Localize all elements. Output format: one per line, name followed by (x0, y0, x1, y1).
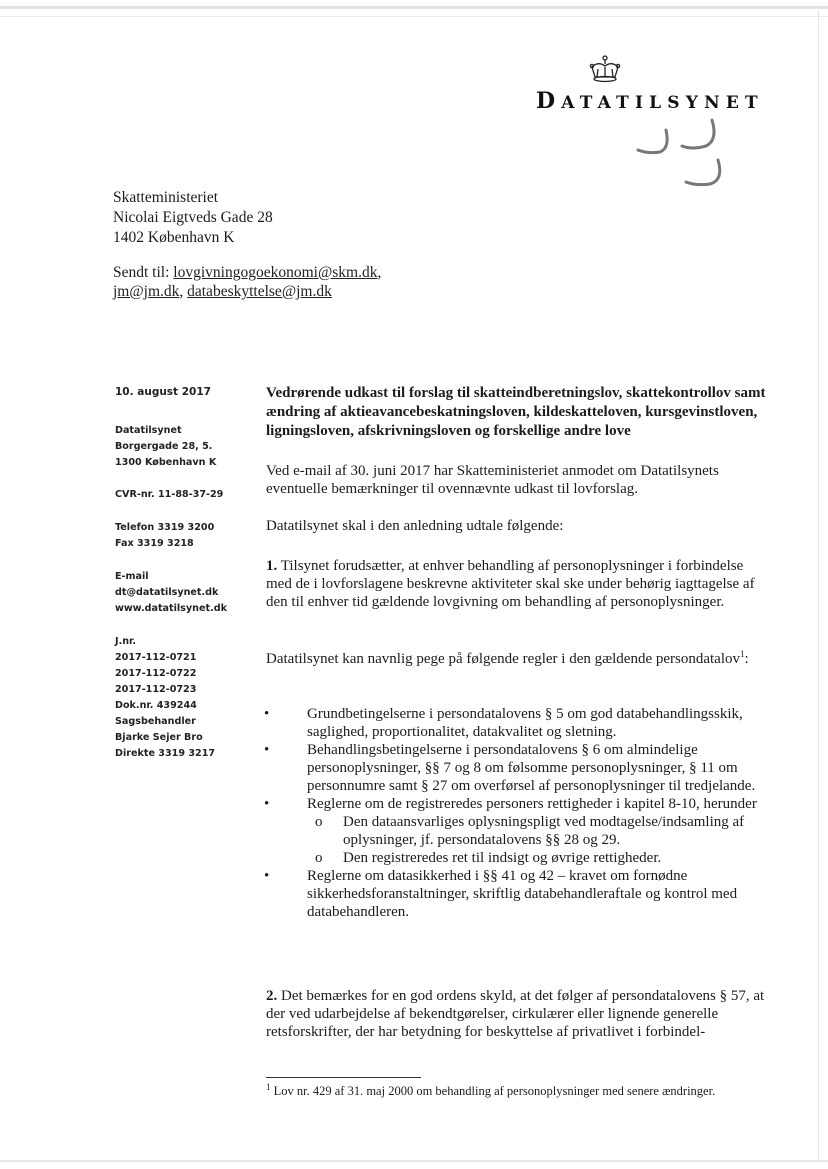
sender-cvr: CVR-nr. 11-88-37-29 (115, 489, 224, 500)
recipient-line: Skatteministeriet (113, 189, 219, 206)
recipient-line: 1402 København K (113, 229, 235, 246)
sub-list-item: o Den dataansvarliges oplysningspligt ved modtagelse/indsamling af oplysninger, jf. persondatalovens §§ 28 og 29. (307, 813, 770, 849)
letter-intro: Ved e-mail af 30. juni 2017 har Skatteministeriet anmodet om Datatilsynets eventuelle bemærkninger til ovennævnte udkast til lovforslag. (266, 463, 719, 497)
paragraph-number: 2. (266, 988, 278, 1004)
paragraph-1: 1. Tilsynet forudsætter, at enhver behandling af personoplysninger i forbindelse med de i lovforslagene beskrevne aktiviteter skal ske under behørig iagttagelse af den til enhver tid gældende lovgivning om behandling af personoplysninger. (266, 558, 755, 610)
email-link[interactable]: databeskyttelse@jm.dk (187, 283, 332, 300)
sender-contact: E-mail dt@datatilsynet.dk www.datatilsynet.dk (115, 571, 227, 614)
sub-list-item: o Den registreredes ret til indsigt og øvrige rettigheder. (307, 849, 770, 867)
handwritten-marks-icon (630, 118, 740, 196)
sub-list (307, 813, 770, 867)
scan-edge-right (818, 10, 819, 1160)
list-item: • Reglerne om datasikkerhed i §§ 41 og 42 – kravet om fornødne sikkerhedsforanstaltninger, skriftlig databehandleraftale og kontrol med databehandleren. (266, 867, 770, 921)
sender-phone: Telefon 3319 3200 Fax 3319 3218 (115, 522, 215, 549)
scan-edge-bottom (0, 1160, 828, 1162)
crown-logo-icon (588, 55, 622, 85)
paragraph-number: 1. (266, 558, 278, 574)
list-item: • Grundbetingelserne i persondatalovens § 5 om god databehandlingsskik, saglighed, proportionalitet, datakvalitet og sletning. (266, 705, 770, 741)
scan-edge-top-line (0, 16, 828, 17)
paragraph-rules-intro: Datatilsynet kan navnlig pege på følgende regler i den gældende persondatalov$^1$: (266, 649, 749, 667)
brand-wordmark: DATATILSYNET (536, 88, 764, 114)
sender-address: Datatilsynet Borgergade 28, 5. 1300 København K (115, 425, 217, 468)
list-item: • Reglerne om de registreredes personers rettigheder i kapitel 8-10, herunder o Den dataansvarliges oplysningspligt ved modtagelse/indsamling af oplysninger, jf. persondatalovens §§ 28 og 29. o Den registreredes ret til indsigt og øvrige rettigheder. (266, 795, 770, 867)
letter-statement: Datatilsynet skal i den anledning udtale følgende: (266, 518, 564, 534)
scan-edge-top (0, 6, 828, 9)
footnote-ref: 1 (740, 649, 745, 659)
case-references: J.nr. 2017-112-0721 2017-112-0722 2017-112-0723 Dok.nr. 439244 Sagsbehandler Bjarke Sejer Bro Direkte 3319 3217 (115, 636, 216, 759)
letter-date: 10. august 2017 (115, 386, 211, 398)
email-link[interactable]: lovgivningogoekonomi@skm.dk (173, 264, 378, 281)
rules-list (266, 705, 770, 921)
sent-to-label: Sendt til: (113, 264, 170, 281)
list-item: • Behandlingsbetingelserne i persondatalovens § 6 om almindelige personoplysninger, §§ 7 og 8 om følsomme personoplysninger, § 11 om personnumre samt § 27 om overførsel af personoplysninger til tredjelande. (266, 741, 770, 795)
recipient-address (113, 188, 273, 248)
footnote-divider (266, 1077, 421, 1078)
footnote: $^1$ Lov nr. 429 af 31. maj 2000 om behandling af personoplysninger med senere ændringer. (266, 1081, 716, 1098)
email-link[interactable]: jm@jm.dk (113, 283, 180, 300)
paragraph-2: 2. Det bemærkes for en god ordens skyld, at det følger af persondatalovens § 57, at der ved udarbejdelse af bekendtgørelser, cirkulærer eller lignende generelle retsforskrifter, der har betydning for beskyttelse af privatlivet i forbindel- (266, 988, 765, 1040)
letter-subject: Vedrørende udkast til forslag til skatteindberetningslov, skattekontrollov samt ændring af aktieavancebeskatningsloven, kildeskatteloven, kursgevinstloven, ligningsloven, afskrivningsloven og forskellige andre love (266, 385, 766, 439)
recipient-line: Nicolai Eigtveds Gade 28 (113, 209, 273, 226)
sent-to-block: Sendt til: lovgivningogoekonomi@skm.dk, jm@jm.dk, databeskyttelse@jm.dk (113, 264, 382, 300)
